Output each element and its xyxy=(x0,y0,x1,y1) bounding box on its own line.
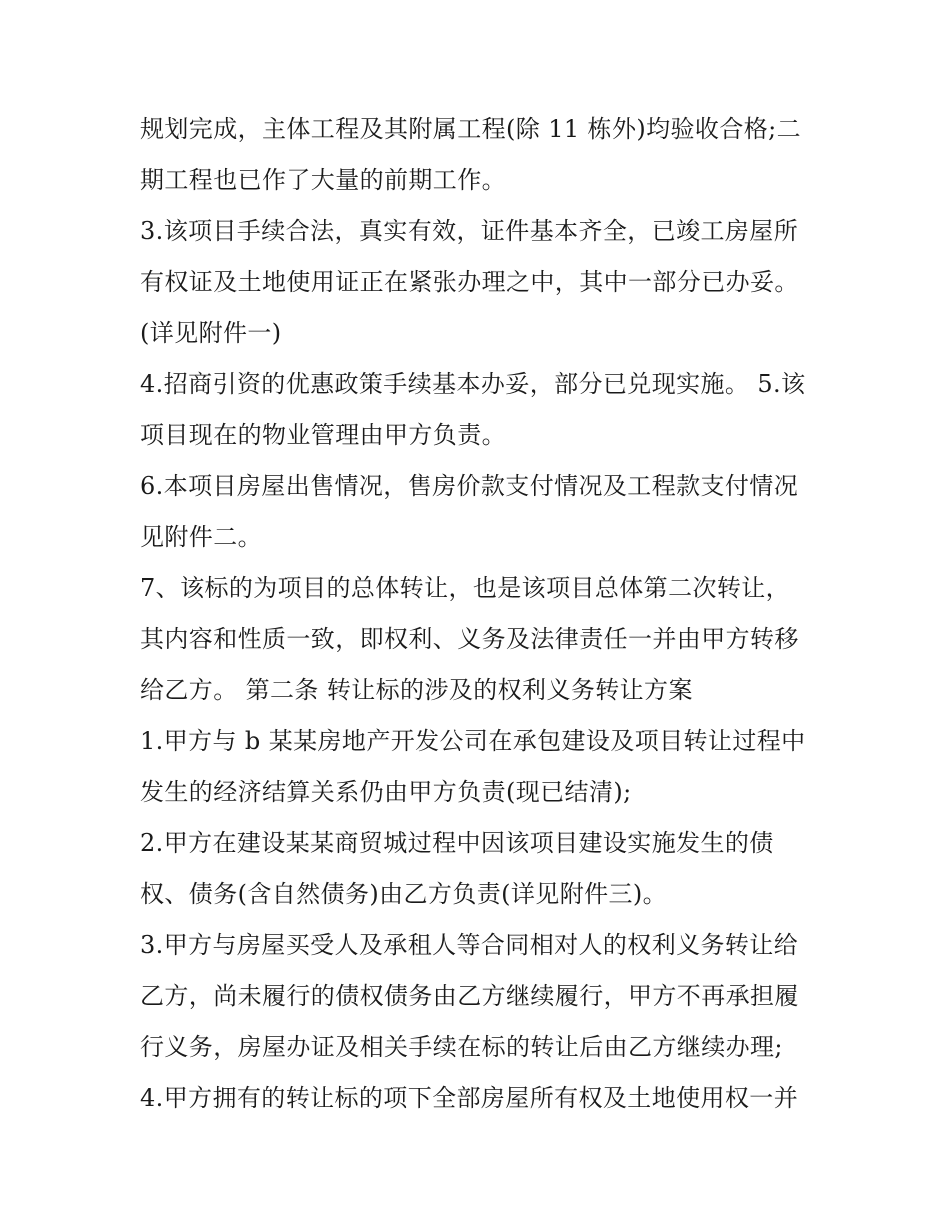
text-line: 规划完成，主体工程及其附属工程(除 11 栋外)均验收合格;二 xyxy=(140,115,802,143)
document-body xyxy=(140,104,820,1124)
text-line: 行义务，房屋办证及相关手续在标的转让后由乙方继续办理; xyxy=(140,1033,783,1061)
text-line: 乙方，尚未履行的债权债务由乙方继续履行，甲方不再承担履 xyxy=(140,982,799,1010)
text-line: 有权证及土地使用证正在紧张办理之中，其中一部分已办妥。 xyxy=(140,268,799,296)
text-line: 发生的经济结算关系仍由甲方负责(现已结清); xyxy=(140,778,632,806)
text-line: 其内容和性质一致，即权利、义务及法律责任一并由甲方转移 xyxy=(140,625,799,653)
text-line: 3.甲方与房屋买受人及承租人等合同相对人的权利义务转让给 xyxy=(140,931,799,959)
text-line: 4.招商引资的优惠政策手续基本办妥，部分已兑现实施。 5.该 xyxy=(140,370,806,398)
text-line: (详见附件一) xyxy=(140,319,282,347)
text-line: 4.甲方拥有的转让标的项下全部房屋所有权及土地使用权一并 xyxy=(140,1084,799,1112)
text-line: 1.甲方与 b 某某房地产开发公司在承包建设及项目转让过程中 xyxy=(140,727,806,755)
text-line: 给乙方。 第二条 转让标的涉及的权利义务转让方案 xyxy=(140,676,693,704)
text-line: 6.本项目房屋出售情况，售房价款支付情况及工程款支付情况 xyxy=(140,472,799,500)
text-line: 项目现在的物业管理由甲方负责。 xyxy=(140,421,506,449)
text-line: 期工程也已作了大量的前期工作。 xyxy=(140,166,506,194)
text-line: 7、该标的为项目的总体转让，也是该项目总体第二次转让， xyxy=(140,574,791,602)
text-line: 3.该项目手续合法，真实有效，证件基本齐全，已竣工房屋所 xyxy=(140,217,799,245)
text-line: 2.甲方在建设某某商贸城过程中因该项目建设实施发生的债 xyxy=(140,829,774,857)
text-line: 权、债务(含自然债务)由乙方负责(详见附件三)。 xyxy=(140,880,668,908)
text-line: 见附件二。 xyxy=(140,523,262,551)
